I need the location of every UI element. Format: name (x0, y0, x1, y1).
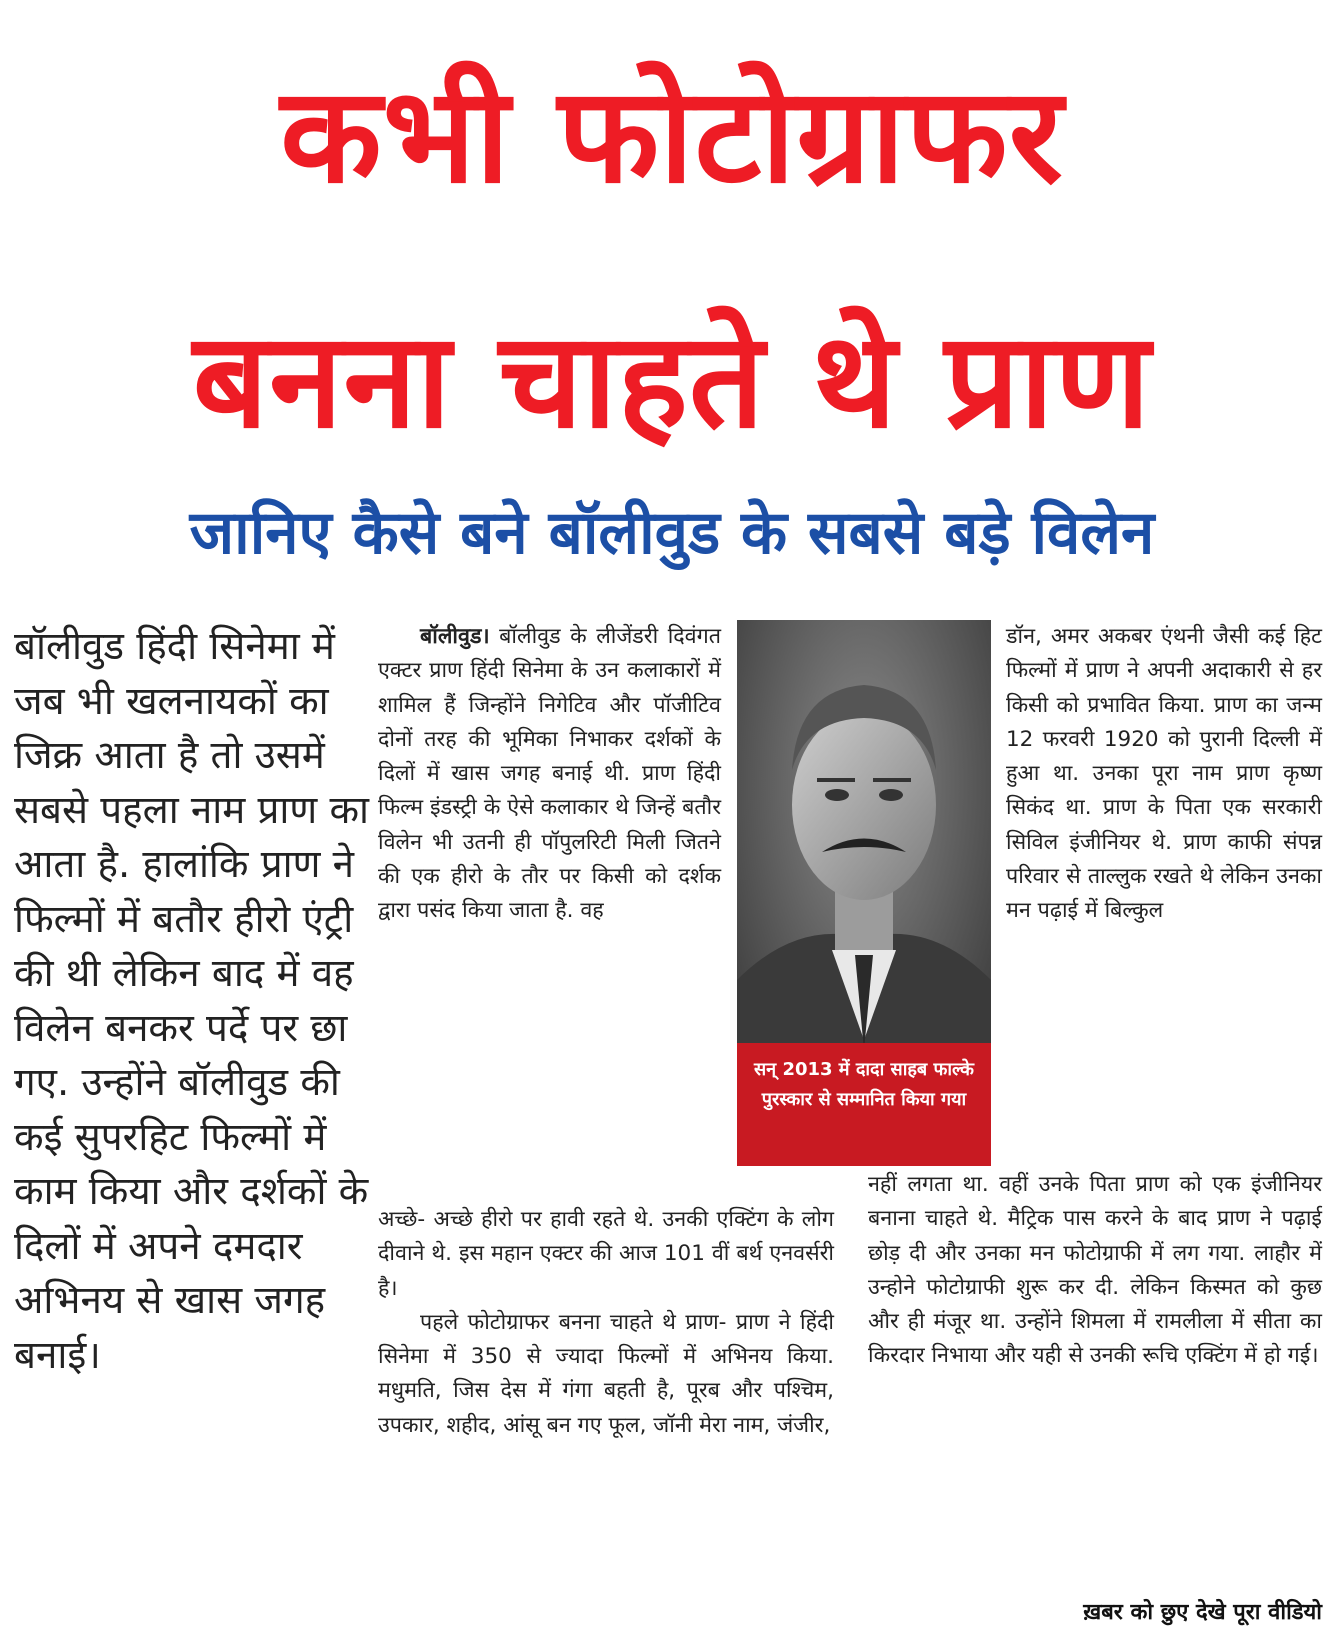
lead-paragraph: बॉलीवुड हिंदी सिनेमा में जब भी खलनायकों का जिक्र आता है तो उसमें सबसे पहला नाम प्राण का आता है. हालांकि प्राण ने फिल्मों में बतौर हीरो एंट्री की थी लेकिन बाद में वह विलेन बनकर पर्दे पर छा गए. उन्होंने बॉलीवुड की कई सुपरहिट फिल्मों में काम किया और दर्शकों के दिलों में अपने दमदार अभिनय से खास जगह बनाई। (14, 624, 369, 1378)
article-column-2-bottom (378, 1203, 834, 1443)
article-text-col3-bottom: नहीं लगता था. वहीं उनके पिता प्राण को एक इंजीनियर बनाना चाहते थे. मैट्रिक पास करने के बाद प्राण ने पढ़ाई छोड़ दी और उनका मन फोटोग्राफी में लग गया. लाहौर में उन्होने फोटोग्राफी शुरू कर दी. लेकिन किस्मत को कुछ और ही मंजूर था. उन्होंने शिमला में रामलीला में सीता का किरदार निभाया और यही से उनकी रूचि एक्टिंग में हो गई। (868, 1172, 1322, 1369)
article-text-col2-top: बॉलीवुड के लीजेंडरी दिवंगत एक्टर प्राण हिंदी सिनेमा के उन कलाकारों में शामिल हैं जिन्होंने निगेटिव और पॉजीटिव दोनों तरह की भूमिका निभाकर दर्शकों के दिलों में खास जगह बनाई थी. प्राण हिंदी फिल्म इंडस्ट्री के ऐसे कलाकार थे जिन्हें बतौर विलेन भी उतनी ही पॉपुलरिटी मिली जितने की एक हीरो के तौर पर किसी को दर्शक द्वारा पसंद किया जाता है. वह (378, 624, 721, 924)
photo-caption: सन् 2013 में दादा साहब फाल्के पुरस्कार से सम्मानित किया गया (737, 1043, 991, 1166)
article-text-col2-bottom-p1: अच्छे- अच्छे हीरो पर हावी रहते थे. उनकी एक्टिंग के लोग दीवाने थे. इस महान एक्टर की आज 101 वीं बर्थ एनवर्सरी है। (378, 1207, 834, 1301)
headline-line-2: बनना चाहते थे प्राण (192, 304, 1152, 458)
dateline: बॉलीवुड। (420, 624, 490, 649)
article-column-3-top (1006, 620, 1322, 929)
article-text-col3-top: डॉन, अमर अकबर एंथनी जैसी कई हिट फिल्मों में प्राण ने अपनी अदाकारी से हर किसी को प्रभावित किया. प्राण का जन्म 12 फरवरी 1920 को पुरानी दिल्ली में हुआ था. उनका पूरा नाम प्राण कृष्ण सिकंद था. प्राण के पिता एक सरकारी सिविल इंजीनियर थे. प्राण काफी संपन्न परिवार से ताल्लुक रखते थे लेकिन उनका मन पढ़ाई में बिल्कुल (1006, 624, 1322, 924)
video-link[interactable]: ख़बर को छुए देखे पूरा वीडियो (1083, 1600, 1322, 1625)
headline-line-1: कभी फोटोग्राफर (280, 59, 1064, 213)
article-column-3-bottom (868, 1168, 1322, 1374)
subheadline: जानिए कैसे बने बॉलीवुड के सबसे बड़े विलेन (189, 498, 1155, 568)
article-column-2-top (378, 620, 721, 929)
article-text-col2-bottom-p2: पहले फोटोग्राफर बनना चाहते थे प्राण- प्राण ने हिंदी सिनेमा में 350 से ज्यादा फिल्मों में अभिनय किया. मधुमति, जिस देस में गंगा बहती है, पूरब और पश्चिम, उपकार, शहीद, आंसू बन गए फूल, जॉनी मेरा नाम, जंजीर, (378, 1309, 834, 1438)
